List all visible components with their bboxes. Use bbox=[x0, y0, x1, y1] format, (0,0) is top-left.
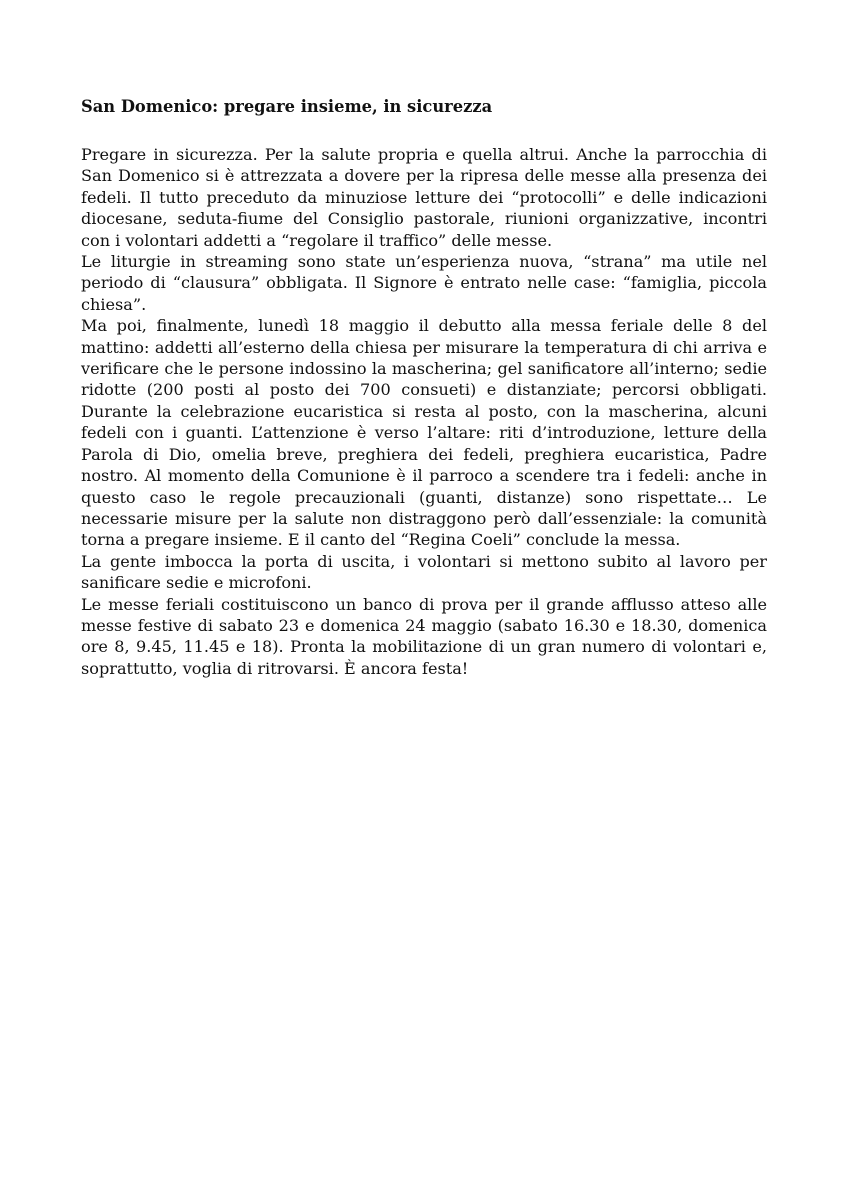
paragraph-streaming: Le liturgie in streaming sono state un’esperienza nuova, “strana” ma utile nel periodo di “clausura” obbligata. Il Signore è entrato nelle case: “famiglia, piccola chiesa”. bbox=[81, 252, 767, 314]
paragraph-exit: La gente imbocca la porta di uscita, i volontari si mettono subito al lavoro per sanificare sedie e microfoni. bbox=[81, 551, 767, 593]
paragraph-intro: Pregare in sicurezza. Per la salute propria e quella altrui. Anche la parrocchia di San Domenico si è attrezzata a dovere per la ripresa delle messe alla presenza dei fedeli. Il tutto preceduto da minuziose letture dei “protocolli” e delle indicazioni diocesane, seduta-fiume del Consiglio pastorale, riunioni organizzative, incontri con i volontari addetti a “regolare il traffico” delle messe. bbox=[81, 145, 767, 250]
paragraph-first-mass: Ma poi, finalmente, lunedì 18 maggio il debutto alla messa feriale delle 8 del mattino: addetti all’esterno della chiesa per misurare la temperatura di chi arriva e verificare che le persone indossino la mascherina; gel sanificatore all’interno; sedie ridotte (200 posti al posto dei 700 consueti) e distanziate; percorsi obbligati. Durante la celebrazione eucaristica si resta al posto, con la mascherina, alcuni fedeli con i guanti. L’attenzione è verso l’altare: riti d’introduzione, letture della Parola di Dio, omelia breve, preghiera dei fedeli, preghiera eucaristica, Padre nostro. Al momento della Comunione è il parroco a scendere tra i fedeli: anche in questo caso le regole precauzionali (guanti, distanze) sono rispettate… Le necessarie misure per la salute non distraggono però dall’essenziale: la comunità torna a pregare insieme. E il canto del “Regina Coeli” conclude la messa. bbox=[81, 316, 767, 550]
article-title: San Domenico: pregare insieme, in sicurezza bbox=[81, 97, 493, 116]
article-body bbox=[81, 144, 767, 679]
paragraph-weekend-masses: Le messe feriali costituiscono un banco di prova per il grande afflusso atteso alle messe festive di sabato 23 e domenica 24 maggio (sabato 16.30 e 18.30, domenica ore 8, 9.45, 11.45 e 18). Pronta la mobilitazione di un gran numero di volontari e, soprattutto, voglia di ritrovarsi. È ancora festa! bbox=[81, 594, 767, 678]
document-page bbox=[81, 96, 767, 679]
